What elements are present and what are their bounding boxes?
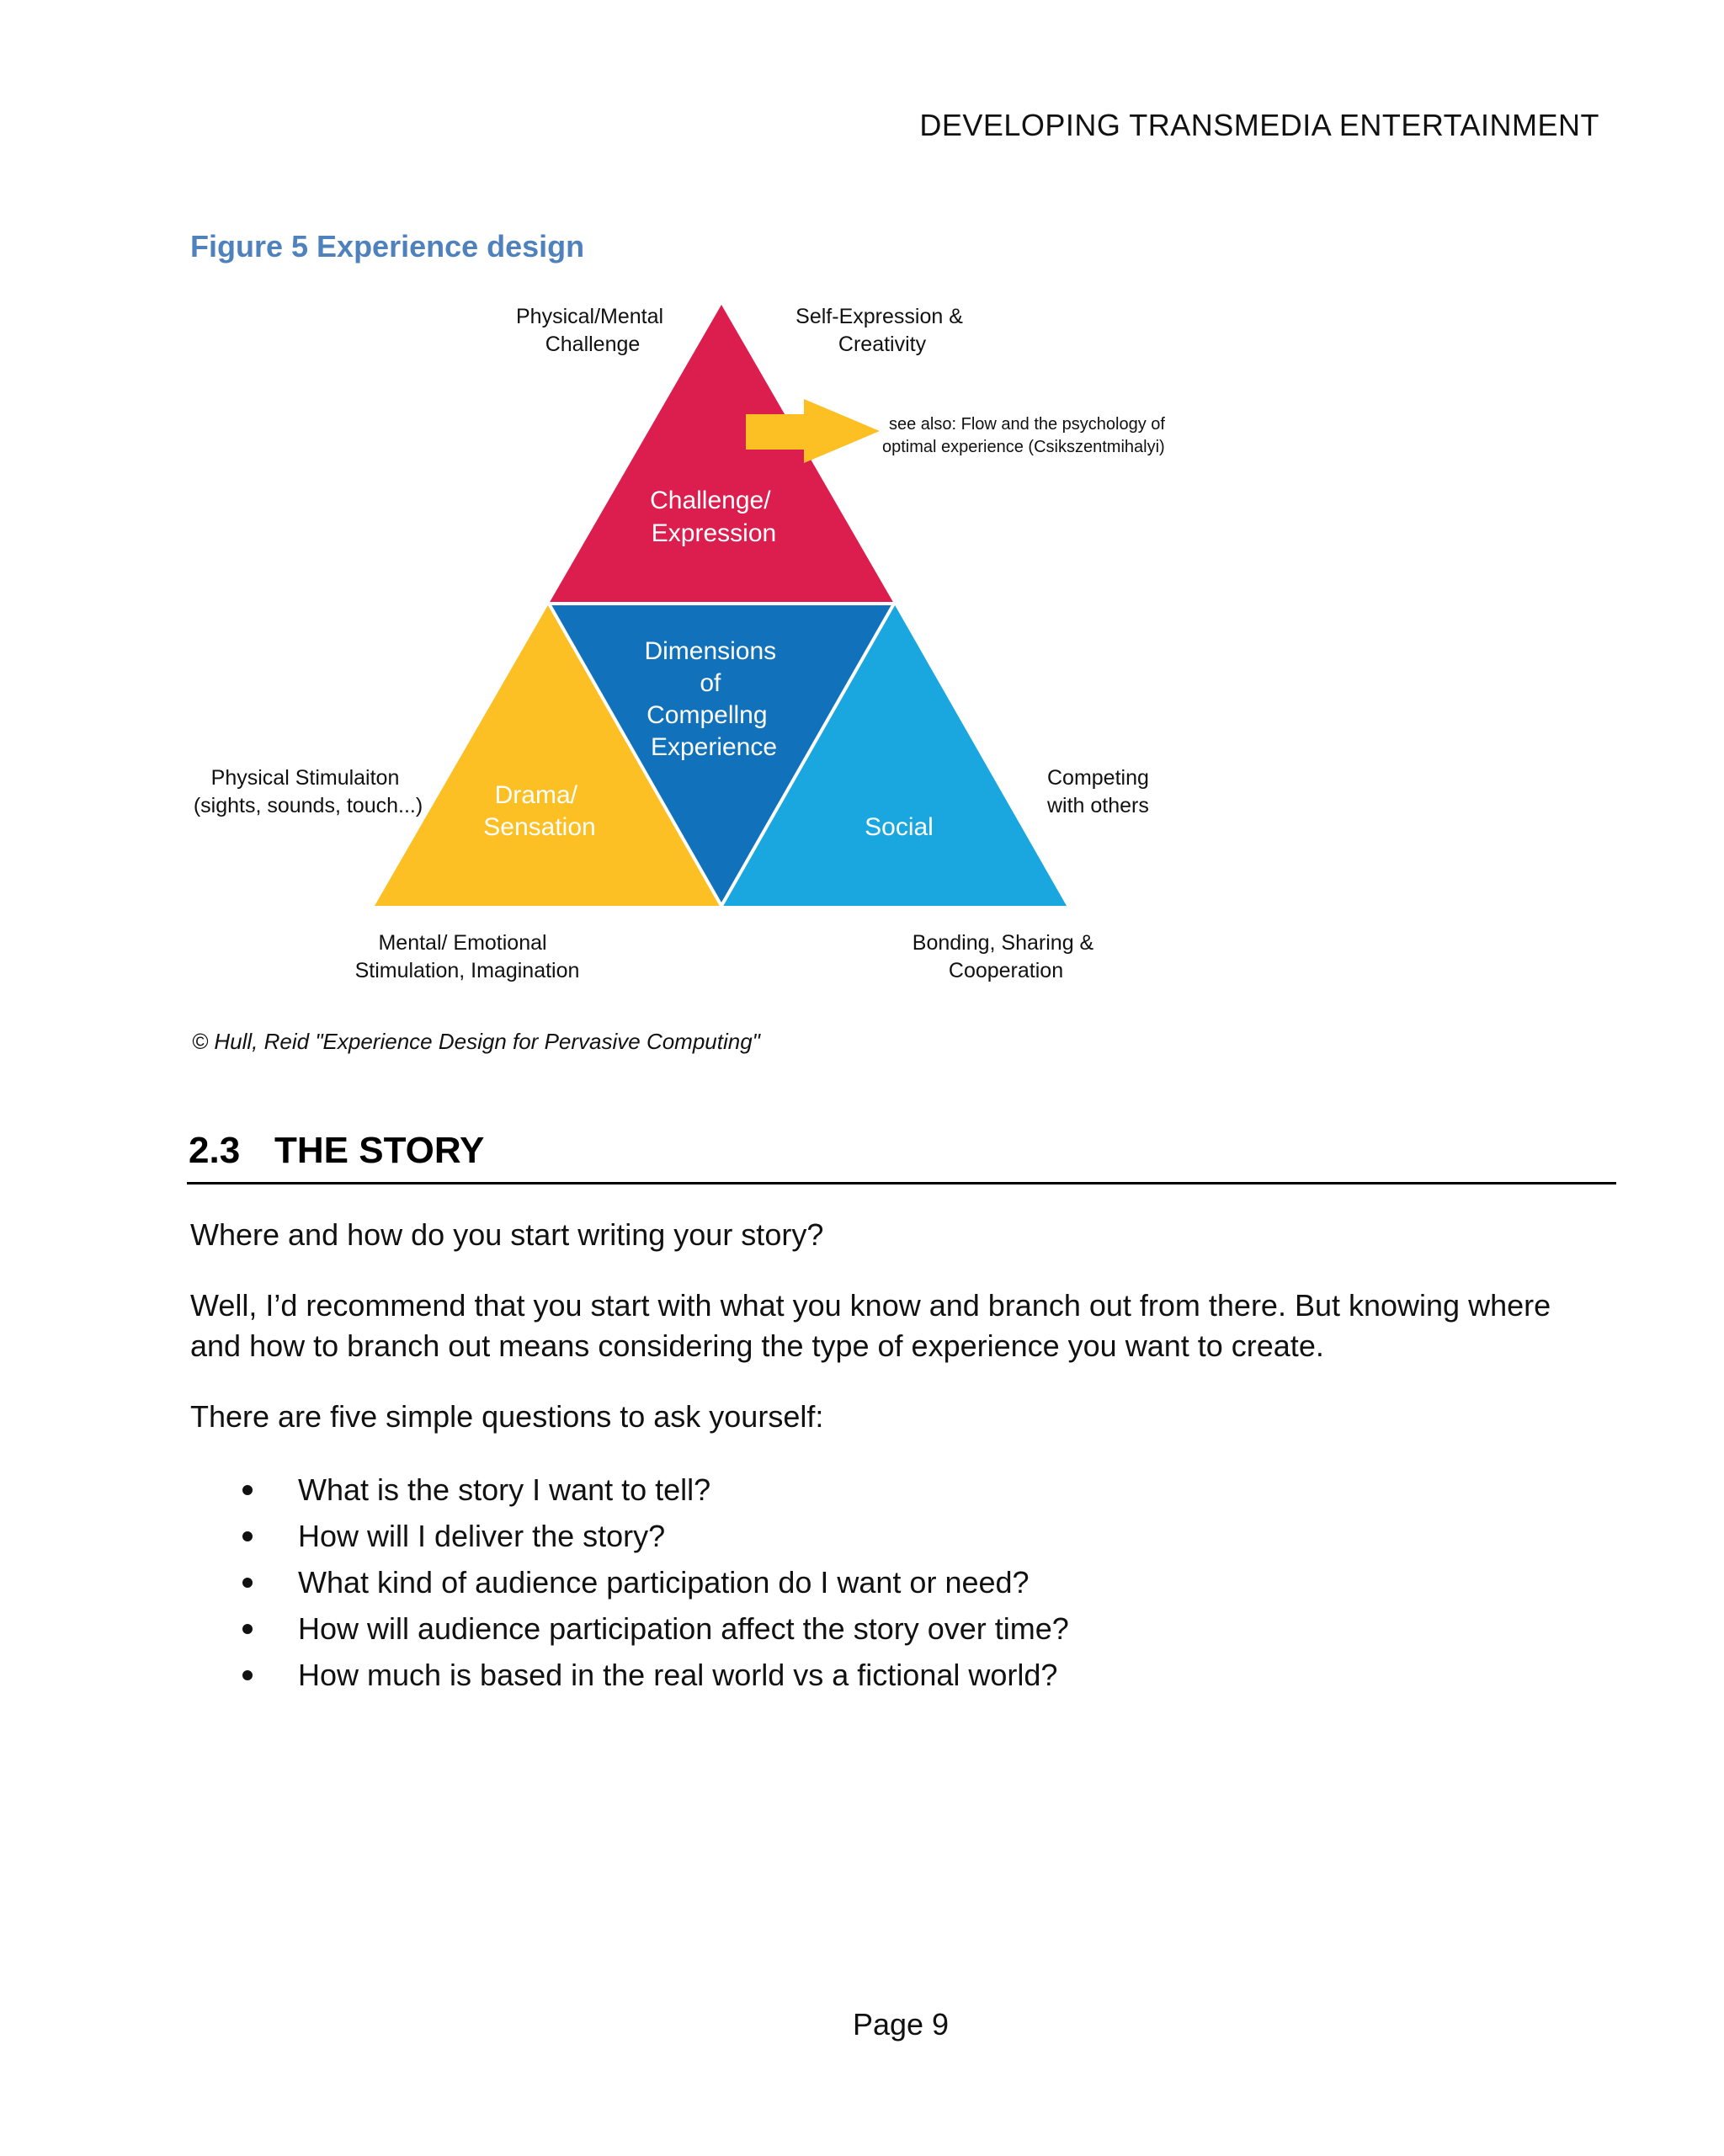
list-item: What is the story I want to tell?	[190, 1467, 1537, 1513]
page-number: Page 9	[852, 2007, 950, 2042]
section-number: 2.3	[189, 1130, 241, 1171]
heading-rule	[187, 1182, 1616, 1184]
figure-credit: © Hull, Reid "Experience Design for Pervasive Computing"	[192, 1029, 760, 1054]
paragraph: Well, I’d recommend that you start with what you know and branch out from there. But knowing where and how to branch out means considering the type of experience you want to create.	[190, 1288, 1551, 1363]
drama-label: Drama/ Sensation	[483, 781, 596, 841]
section-heading	[189, 1130, 484, 1172]
paragraph: Where and how do you start writing your story?	[190, 1217, 824, 1252]
physical-mental-annotation: Physical/Mental Challenge	[515, 305, 664, 356]
list-item: How will I deliver the story?	[190, 1513, 1537, 1559]
list-item: How much is based in the real world vs a fictional world?	[190, 1652, 1537, 1698]
list-item: How will audience participation affect the story over time?	[190, 1605, 1537, 1652]
social-label: Social	[865, 813, 934, 841]
center-label: Dimensions of Compellng Experience	[644, 637, 778, 761]
question-list	[190, 1467, 1537, 1698]
challenge-label: Challenge/ Expression	[650, 487, 777, 547]
mental-emotional-annotation: Mental/ Emotional Stimulation, Imagination	[354, 931, 580, 982]
competing-annotation: Competing with others	[1047, 766, 1149, 817]
figure-caption: Figure 5 Experience design	[190, 229, 585, 264]
experience-design-diagram	[0, 0, 1724, 1010]
self-expression-annotation: Self-Expression & Creativity	[795, 305, 963, 356]
see-also-annotation: see also: Flow and the psychology of optimal experience (Csikszentmihalyi)	[882, 415, 1165, 456]
section-title: THE STORY	[274, 1130, 485, 1171]
physical-stimulation-annotation: Physical Stimulaiton (sights, sounds, touch...)	[193, 766, 423, 817]
running-header: DEVELOPING TRANSMEDIA ENTERTAINMENT	[919, 108, 1599, 142]
list-item: What kind of audience participation do I want or need?	[190, 1559, 1537, 1605]
bonding-annotation: Bonding, Sharing & Cooperation	[912, 931, 1094, 982]
paragraph: There are five simple questions to ask yourself:	[190, 1399, 824, 1434]
